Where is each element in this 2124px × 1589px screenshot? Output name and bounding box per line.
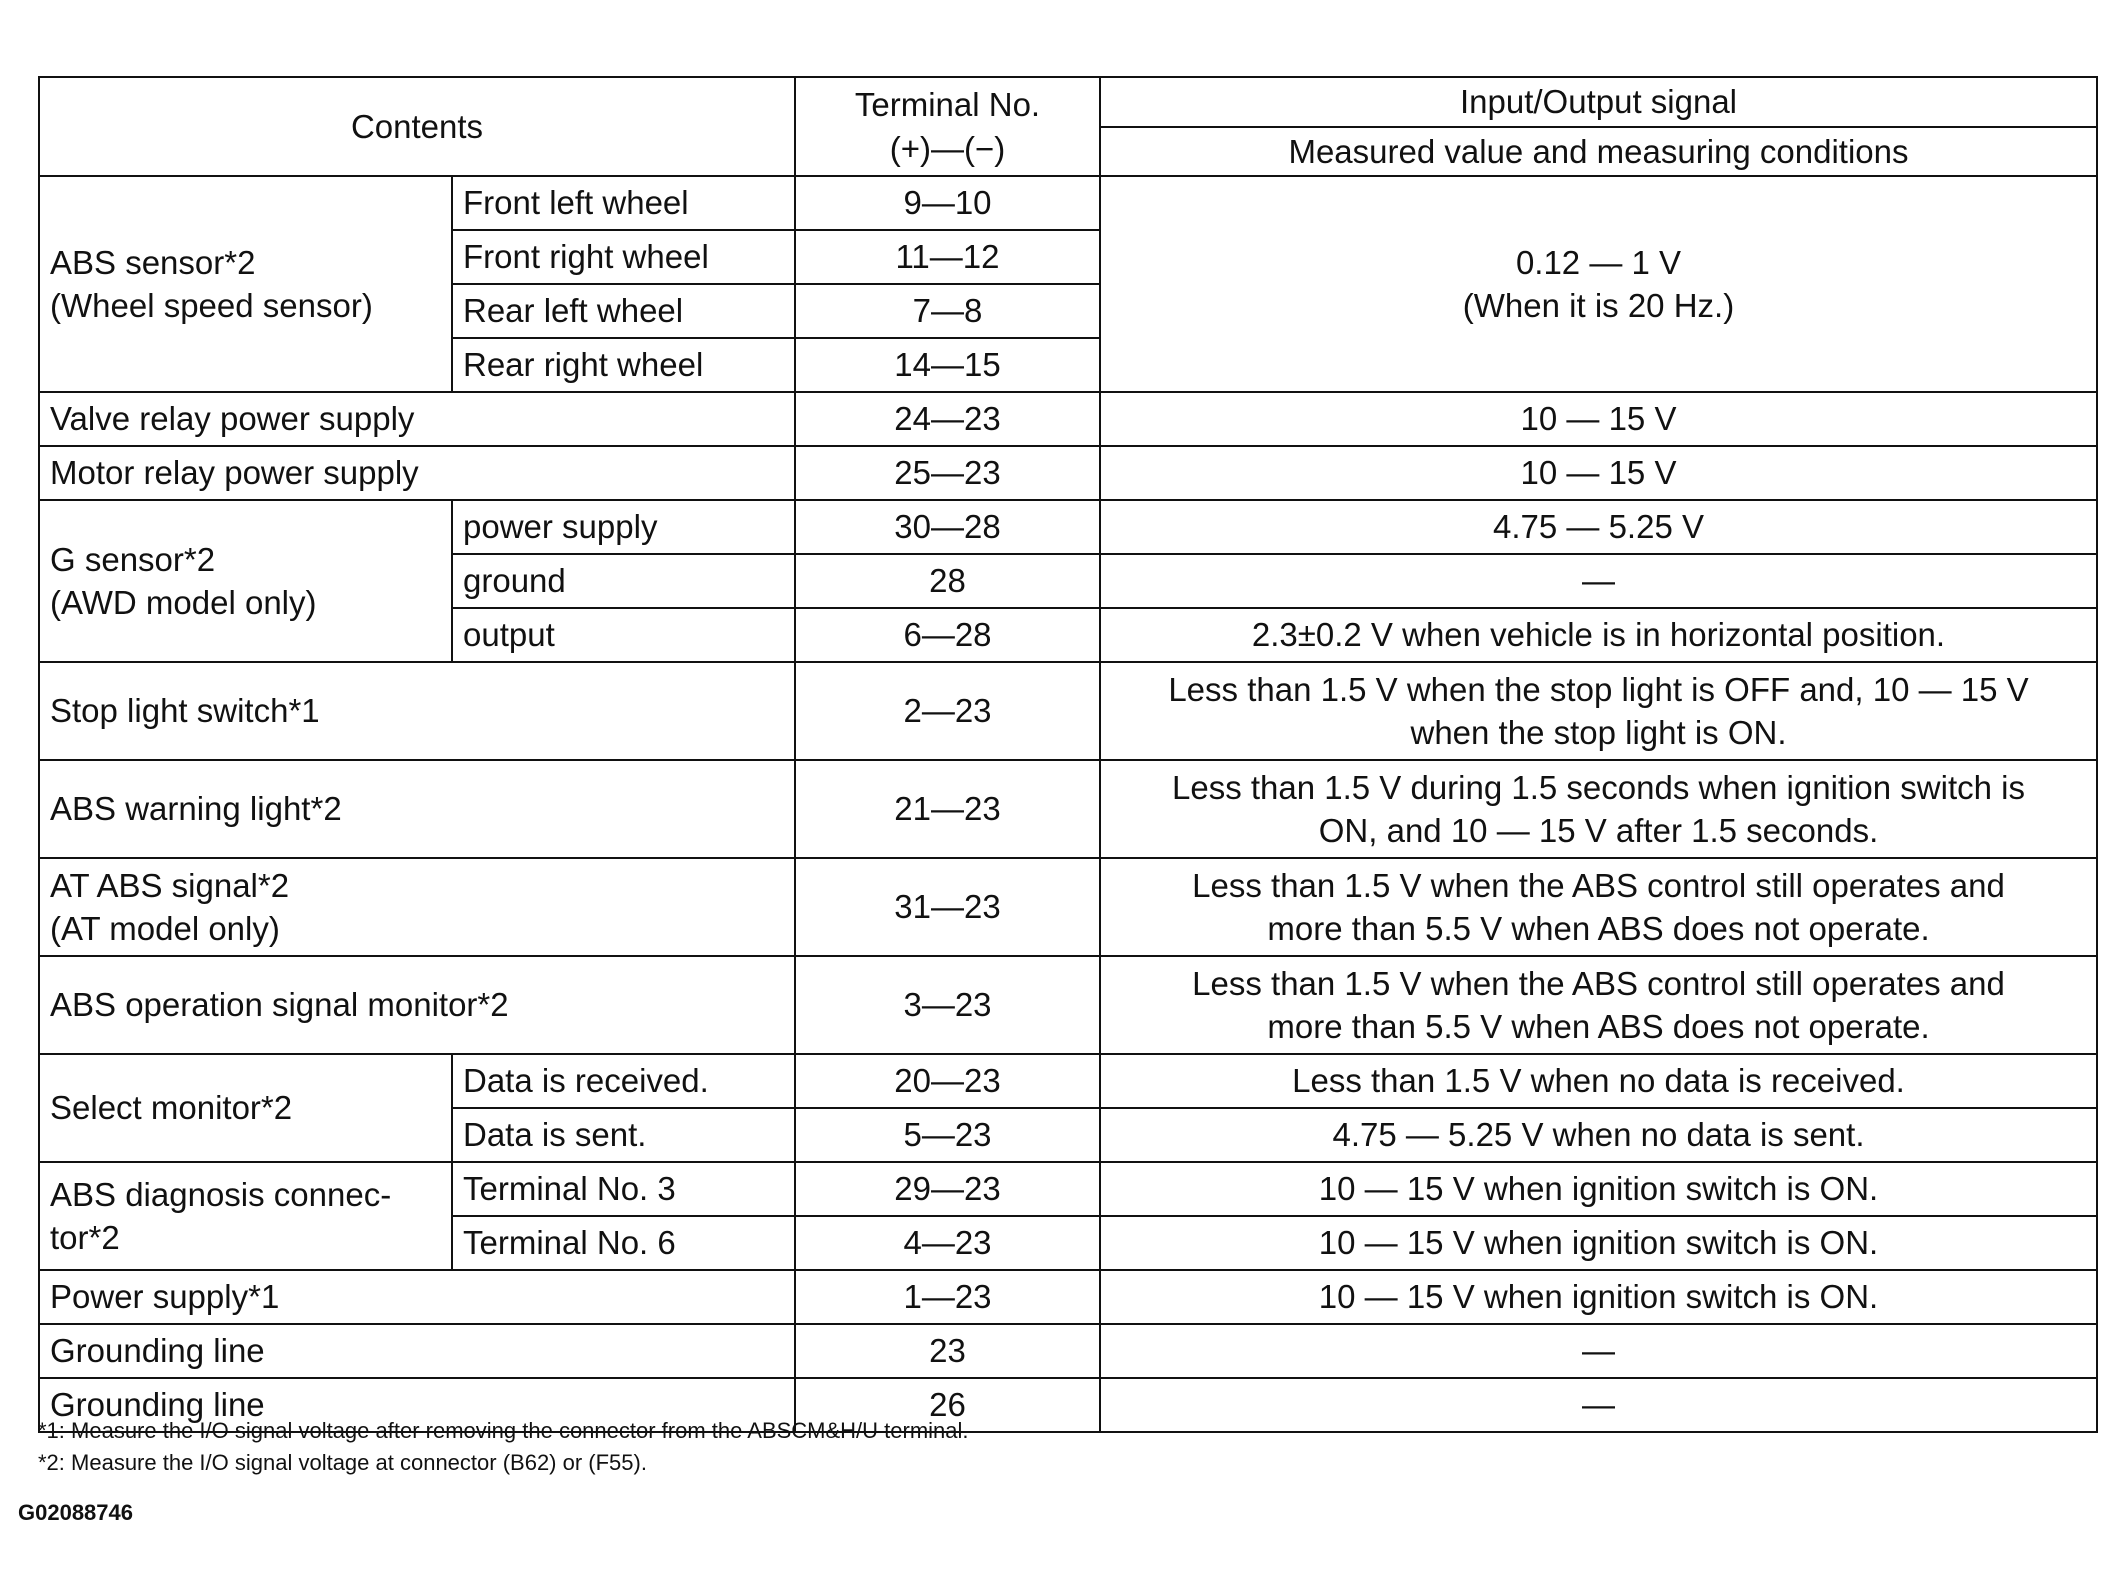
terminal-cell: 9—10 <box>795 176 1100 230</box>
sub-label: Terminal No. 3 <box>452 1162 795 1216</box>
abs-sensor-value: 0.12 — 1 V <box>1515 243 1682 281</box>
value-cell <box>1100 956 2097 1054</box>
table-row <box>39 760 2097 858</box>
terminal-cell: 21—23 <box>795 760 1100 858</box>
abs-diag-cell <box>39 1162 452 1270</box>
value-cell: 2.3±0.2 V when vehicle is in horizontal position. <box>1100 608 2097 662</box>
value-line-1: Less than 1.5 V when the ABS control still operates and <box>1192 964 2005 1002</box>
label-line-2: (AT model only) <box>50 910 280 948</box>
abs-sensor-condition: (When it is 20 Hz.) <box>1462 287 1735 325</box>
terminal-cell: 1—23 <box>795 1270 1100 1324</box>
table-row <box>39 1324 2097 1378</box>
terminal-cell: 24—23 <box>795 392 1100 446</box>
table-row <box>39 1162 2097 1216</box>
value-cell: 10 — 15 V <box>1100 392 2097 446</box>
value-cell: 10 — 15 V when ignition switch is ON. <box>1100 1162 2097 1216</box>
abs-sensor-subname: (Wheel speed sensor) <box>50 287 373 325</box>
terminal-cell: 30—28 <box>795 500 1100 554</box>
footnote-2: *2: Measure the I/O signal voltage at connector (B62) or (F55). <box>38 1450 647 1475</box>
sub-label: Front right wheel <box>452 230 795 284</box>
io-signal-table <box>38 76 2098 1433</box>
table-row <box>39 176 2097 230</box>
row-label: ABS warning light*2 <box>39 760 795 858</box>
row-label: ABS operation signal monitor*2 <box>39 956 795 1054</box>
value-cell: — <box>1100 1378 2097 1432</box>
terminal-cell: 11—12 <box>795 230 1100 284</box>
g-sensor-cell <box>39 500 452 662</box>
value-line-2: when the stop light is ON. <box>1410 714 1787 752</box>
io-signal-table-container <box>38 76 2096 1433</box>
sub-label: output <box>452 608 795 662</box>
table-row <box>39 446 2097 500</box>
sub-label: Data is sent. <box>452 1108 795 1162</box>
abs-sensor-name: ABS sensor*2 <box>50 243 256 281</box>
sub-label: Rear right wheel <box>452 338 795 392</box>
sub-label: power supply <box>452 500 795 554</box>
terminal-cell: 31—23 <box>795 858 1100 956</box>
g-sensor-name: G sensor*2 <box>50 540 216 578</box>
row-label: Power supply*1 <box>39 1270 795 1324</box>
footnotes <box>38 1415 969 1479</box>
value-cell <box>1100 760 2097 858</box>
row-label: Motor relay power supply <box>39 446 795 500</box>
sub-label: Front left wheel <box>452 176 795 230</box>
value-line-1: Less than 1.5 V during 1.5 seconds when ignition switch is <box>1171 768 2025 806</box>
table-row <box>39 956 2097 1054</box>
value-line-2: more than 5.5 V when ABS does not operate. <box>1267 1008 1930 1046</box>
sub-label: Terminal No. 6 <box>452 1216 795 1270</box>
header-io-signal: Input/Output signal <box>1100 77 2097 127</box>
header-contents: Contents <box>39 77 795 176</box>
value-cell <box>1100 662 2097 760</box>
sub-label: ground <box>452 554 795 608</box>
header-polarity: (+)—(−) <box>889 129 1006 167</box>
terminal-cell: 20—23 <box>795 1054 1100 1108</box>
terminal-cell: 28 <box>795 554 1100 608</box>
table-row <box>39 858 2097 956</box>
terminal-cell: 26 <box>795 1378 1100 1432</box>
figure-code: G02088746 <box>18 1500 133 1525</box>
value-cell: Less than 1.5 V when no data is received. <box>1100 1054 2097 1108</box>
terminal-cell: 25—23 <box>795 446 1100 500</box>
abs-diag-name-line-2: tor*2 <box>50 1219 120 1257</box>
value-cell: 4.75 — 5.25 V when no data is sent. <box>1100 1108 2097 1162</box>
header-terminal-label: Terminal No. <box>854 86 1041 123</box>
table-row <box>39 1054 2097 1108</box>
table-row <box>39 392 2097 446</box>
table-row <box>39 662 2097 760</box>
value-line-2: ON, and 10 — 15 V after 1.5 seconds. <box>1318 812 1879 850</box>
terminal-cell: 6—28 <box>795 608 1100 662</box>
g-sensor-subname: (AWD model only) <box>50 584 317 622</box>
abs-diag-name-line-1: ABS diagnosis connec- <box>50 1175 392 1213</box>
table-row <box>39 500 2097 554</box>
terminal-cell: 4—23 <box>795 1216 1100 1270</box>
terminal-cell: 23 <box>795 1324 1100 1378</box>
label-line-1: AT ABS signal*2 <box>50 866 290 904</box>
terminal-cell: 14—15 <box>795 338 1100 392</box>
value-line-1: Less than 1.5 V when the ABS control still operates and <box>1192 866 2005 904</box>
row-label: Valve relay power supply <box>39 392 795 446</box>
sub-label: Data is received. <box>452 1054 795 1108</box>
header-measured: Measured value and measuring conditions <box>1100 127 2097 177</box>
row-label: Grounding line <box>39 1378 795 1432</box>
value-line-1: Less than 1.5 V when the stop light is OFF and, 10 — 15 V <box>1168 670 2029 708</box>
row-label <box>39 858 795 956</box>
row-label: Grounding line <box>39 1324 795 1378</box>
value-cell: 10 — 15 V when ignition switch is ON. <box>1100 1216 2097 1270</box>
value-cell: 10 — 15 V <box>1100 446 2097 500</box>
footnote-1: *1: Measure the I/O signal voltage after removing the connector from the ABSCM&H/U terminal. <box>38 1418 969 1443</box>
terminal-cell: 29—23 <box>795 1162 1100 1216</box>
terminal-cell: 2—23 <box>795 662 1100 760</box>
header-row-1 <box>39 77 2097 127</box>
abs-sensor-cell <box>39 176 452 392</box>
abs-sensor-value-cell <box>1100 176 2097 392</box>
value-line-2: more than 5.5 V when ABS does not operate. <box>1267 910 1930 948</box>
table-row <box>39 1270 2097 1324</box>
terminal-cell: 5—23 <box>795 1108 1100 1162</box>
terminal-cell: 3—23 <box>795 956 1100 1054</box>
header-terminal-no <box>795 77 1100 176</box>
select-monitor-cell: Select monitor*2 <box>39 1054 452 1162</box>
value-cell: 10 — 15 V when ignition switch is ON. <box>1100 1270 2097 1324</box>
value-cell: 4.75 — 5.25 V <box>1100 500 2097 554</box>
sub-label: Rear left wheel <box>452 284 795 338</box>
row-label: Stop light switch*1 <box>39 662 795 760</box>
value-cell: — <box>1100 554 2097 608</box>
value-cell <box>1100 858 2097 956</box>
value-cell: — <box>1100 1324 2097 1378</box>
terminal-cell: 7—8 <box>795 284 1100 338</box>
